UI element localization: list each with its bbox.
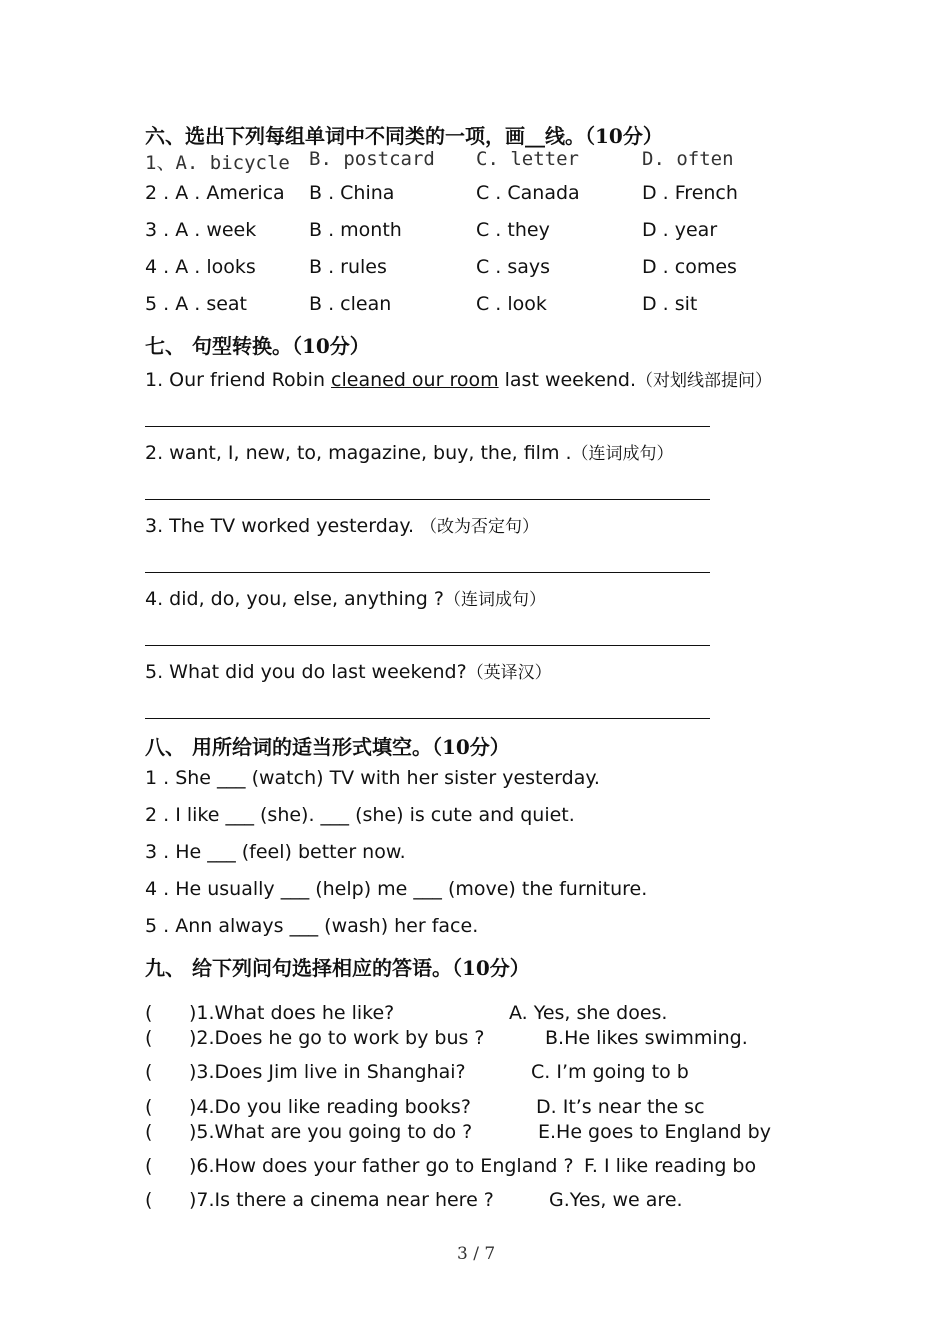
- sec6-row4-a: 4 . A . looks: [145, 256, 256, 278]
- sec6-row5-a: 5 . A . seat: [145, 293, 248, 315]
- sec9-question-4: )4.Do you like reading books?: [189, 1096, 471, 1118]
- sec9-paren-4[interactable]: (: [145, 1096, 153, 1118]
- sec6-row3-c: C . they: [476, 219, 550, 241]
- sec7-question-3: [145, 512, 539, 537]
- sec7-q4-text: 4. did, do, you, else, anything ?: [145, 588, 444, 610]
- sec8-item-1: 1 . She ___ (watch) TV with her sister yesterday.: [145, 767, 600, 789]
- sec9-answer-f: F. I like reading bo: [584, 1155, 757, 1177]
- sec8-item-5: 5 . Ann always ___ (wash) her face.: [145, 915, 479, 937]
- sec6-row5-d: D . sit: [642, 293, 698, 315]
- sec6-row3-d: D . year: [642, 219, 718, 241]
- sec6-row2-d: D . French: [642, 182, 738, 204]
- sec9-question-3: )3.Does Jim live in Shanghai?: [189, 1061, 466, 1083]
- sec7-q5-text: 5. What did you do last weekend?: [145, 661, 467, 683]
- sec6-row3-a: 3 . A . week: [145, 219, 257, 241]
- section-8-heading: 八、 用所给词的适当形式填空。（10分）: [145, 735, 510, 759]
- sec9-question-1: )1.What does he like?: [189, 1002, 395, 1024]
- sec6-row1-a: 1、A. bicycle: [145, 152, 290, 174]
- sec9-paren-7[interactable]: (: [145, 1189, 153, 1211]
- sec9-answer-b: B.He likes swimming.: [545, 1027, 748, 1049]
- sec7-answer-line-1[interactable]: [145, 426, 710, 427]
- sec6-row2-b: B . China: [309, 182, 395, 204]
- page-number: 3 / 7: [457, 1244, 496, 1264]
- sec7-q5-instruction: （英译汉）: [466, 663, 552, 683]
- sec7-q1-text-start: 1. Our friend Robin: [145, 369, 332, 391]
- sec7-q1-text-end: last weekend.: [498, 369, 637, 391]
- sec9-answer-c: C. I’m going to b: [531, 1061, 689, 1083]
- sec7-q1-instruction: （对划线部提问）: [636, 371, 773, 391]
- sec7-answer-line-5[interactable]: [145, 718, 710, 719]
- sec9-question-5: )5.What are you going to do ?: [189, 1121, 473, 1143]
- sec9-question-2: )2.Does he go to work by bus ?: [189, 1027, 485, 1049]
- sec6-row2-c: C . Canada: [476, 182, 580, 204]
- sec7-q1-underlined-phrase: cleaned our room: [331, 369, 499, 391]
- sec7-question-2: [145, 439, 674, 464]
- sec6-row5-c: C . look: [476, 293, 547, 315]
- sec9-answer-g: G.Yes, we are.: [549, 1189, 683, 1211]
- sec6-row1-d: D. often: [642, 148, 734, 170]
- section-7-heading: 七、 句型转换。（10分）: [145, 334, 370, 358]
- sec7-q4-instruction: （连词成句）: [443, 590, 546, 610]
- sec6-row4-c: C . says: [476, 256, 551, 278]
- sec7-q3-instruction: （改为否定句）: [420, 517, 540, 537]
- sec6-row5-b: B . clean: [309, 293, 392, 315]
- sec9-question-6: )6.How does your father go to England ?: [189, 1155, 574, 1177]
- sec9-paren-6[interactable]: (: [145, 1155, 153, 1177]
- sec7-q2-instruction: （连词成句）: [571, 444, 674, 464]
- sec9-answer-a: A. Yes, she does.: [509, 1002, 668, 1024]
- sec7-answer-line-4[interactable]: [145, 645, 710, 646]
- sec7-question-5: [145, 658, 552, 683]
- sec7-answer-line-3[interactable]: [145, 572, 710, 573]
- sec7-answer-line-2[interactable]: [145, 499, 710, 500]
- sec9-paren-5[interactable]: (: [145, 1121, 153, 1143]
- sec7-q2-text: 2. want, I, new, to, magazine, buy, the, film .: [145, 442, 572, 464]
- sec7-q3-text: 3. The TV worked yesterday.: [145, 515, 415, 537]
- sec9-question-7: )7.Is there a cinema near here ?: [189, 1189, 494, 1211]
- sec9-answer-e: E.He goes to England by: [538, 1121, 771, 1143]
- sec9-paren-2[interactable]: (: [145, 1027, 153, 1049]
- sec8-item-3: 3 . He ___ (feel) better now.: [145, 841, 406, 863]
- sec6-row2-a: 2 . A . America: [145, 182, 285, 204]
- sec9-answer-d: D. It’s near the sc: [536, 1096, 705, 1118]
- sec6-row1-b: B. postcard: [309, 148, 435, 170]
- sec9-paren-3[interactable]: (: [145, 1061, 153, 1083]
- sec8-item-4: 4 . He usually ___ (help) me ___ (move) the furniture.: [145, 878, 648, 900]
- sec7-question-4: [145, 585, 546, 610]
- sec9-paren-1[interactable]: (: [145, 1002, 153, 1024]
- section-9-heading: 九、 给下列问句选择相应的答语。（10分）: [145, 956, 530, 980]
- sec6-row1-c: C. letter: [476, 148, 579, 170]
- sec6-row4-b: B . rules: [309, 256, 387, 278]
- sec6-row4-d: D . comes: [642, 256, 737, 278]
- sec7-question-1: [145, 366, 772, 391]
- section-6-heading: 六、选出下列每组单词中不同类的一项，画__线。（10分）: [145, 124, 663, 148]
- sec6-row3-b: B . month: [309, 219, 402, 241]
- sec8-item-2: 2 . I like ___ (she). ___ (she) is cute and quiet.: [145, 804, 575, 826]
